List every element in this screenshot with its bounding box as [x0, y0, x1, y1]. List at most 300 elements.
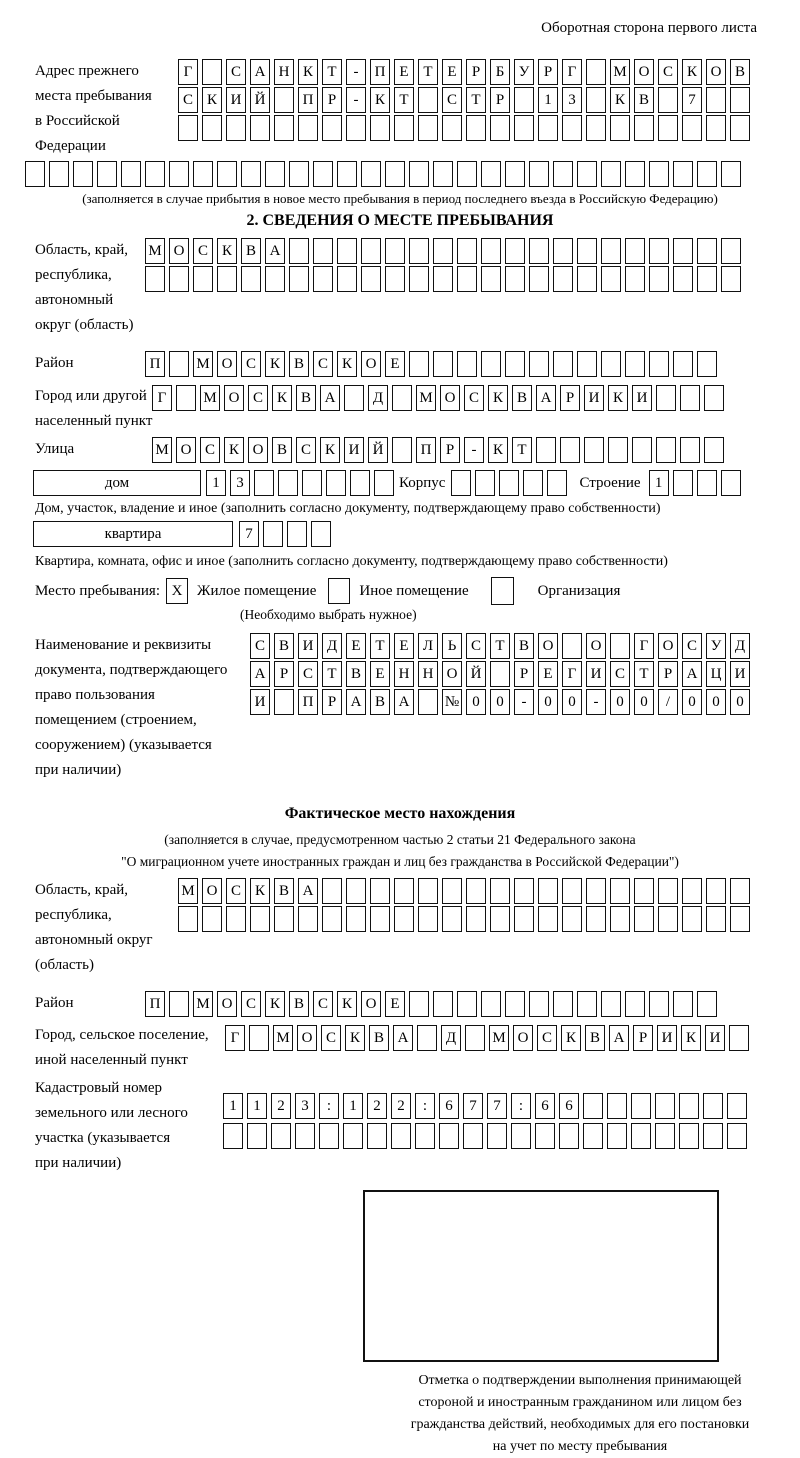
char-box: 6	[439, 1093, 459, 1119]
char-box	[721, 161, 741, 187]
document-row-2	[250, 661, 750, 687]
char-box	[529, 351, 549, 377]
char-box: 0	[706, 689, 726, 715]
char-box: М	[273, 1025, 293, 1051]
label-line: автономный	[35, 292, 114, 308]
char-box: С	[248, 385, 268, 411]
char-box: К	[561, 1025, 581, 1051]
char-box	[442, 906, 462, 932]
char-box	[169, 266, 189, 292]
char-box	[394, 906, 414, 932]
char-box: 6	[559, 1093, 579, 1119]
korpus-row	[451, 470, 567, 496]
char-box	[176, 385, 196, 411]
kadastr-grid	[223, 1076, 747, 1151]
char-box	[673, 470, 693, 496]
char-box	[418, 115, 438, 141]
char-box: Б	[490, 59, 510, 85]
char-box: С	[321, 1025, 341, 1051]
char-box	[562, 906, 582, 932]
char-box	[601, 351, 621, 377]
char-box	[553, 238, 573, 264]
char-box	[529, 991, 549, 1017]
char-box	[418, 906, 438, 932]
char-box	[706, 878, 726, 904]
char-box	[706, 87, 726, 113]
char-box: Н	[394, 661, 414, 687]
char-box	[319, 1123, 339, 1149]
char-box	[529, 238, 549, 264]
mesto-block	[35, 577, 765, 605]
char-box	[729, 1025, 749, 1051]
char-box: С	[298, 661, 318, 687]
char-box	[706, 115, 726, 141]
s2-ulitsa-label: Улица	[35, 441, 75, 457]
char-box: В	[296, 385, 316, 411]
char-box	[577, 266, 597, 292]
char-box: С	[241, 991, 261, 1017]
char-box	[608, 437, 628, 463]
char-box	[514, 87, 534, 113]
inoe-label: Иное помещение	[359, 583, 469, 599]
char-box: 1	[538, 87, 558, 113]
char-box	[529, 161, 549, 187]
char-box	[679, 1123, 699, 1149]
char-box: М	[193, 991, 213, 1017]
char-box	[529, 266, 549, 292]
char-box	[610, 115, 630, 141]
char-box	[442, 878, 462, 904]
char-box: -	[586, 689, 606, 715]
char-box	[322, 115, 342, 141]
char-box	[457, 991, 477, 1017]
char-box: 7	[487, 1093, 507, 1119]
char-box: М	[610, 59, 630, 85]
char-box: Т	[512, 437, 532, 463]
char-box	[394, 115, 414, 141]
char-box	[499, 470, 519, 496]
char-box: С	[178, 87, 198, 113]
char-box: Т	[418, 59, 438, 85]
prev-address-grid	[178, 59, 750, 143]
char-box	[514, 878, 534, 904]
char-box	[490, 878, 510, 904]
char-box: П	[145, 991, 165, 1017]
char-box	[490, 115, 510, 141]
char-box	[481, 351, 501, 377]
char-box	[346, 906, 366, 932]
label-line: республика,	[35, 267, 112, 283]
char-box: Р	[440, 437, 460, 463]
char-box	[481, 238, 501, 264]
char-box	[625, 161, 645, 187]
s2-oblast-row-2	[145, 266, 741, 292]
char-box	[610, 906, 630, 932]
char-box	[97, 161, 117, 187]
char-box	[649, 991, 669, 1017]
char-box	[289, 238, 309, 264]
char-box	[730, 906, 750, 932]
char-box	[178, 906, 198, 932]
char-box: К	[610, 87, 630, 113]
char-box	[392, 437, 412, 463]
document-row-3	[250, 689, 750, 715]
char-box	[350, 470, 370, 496]
char-box	[730, 115, 750, 141]
char-box	[658, 115, 678, 141]
char-box	[658, 906, 678, 932]
char-box: М	[489, 1025, 509, 1051]
char-box	[625, 991, 645, 1017]
fact-raion-block	[35, 991, 765, 1019]
char-box	[226, 115, 246, 141]
char-box	[302, 470, 322, 496]
fact-title: Фактическое место нахождения	[284, 805, 516, 822]
char-box: Г	[178, 59, 198, 85]
char-box: 0	[538, 689, 558, 715]
char-box	[490, 661, 510, 687]
char-box: С	[442, 87, 462, 113]
char-box	[649, 351, 669, 377]
char-box: А	[298, 878, 318, 904]
char-box	[442, 115, 462, 141]
char-box	[514, 906, 534, 932]
char-box	[418, 689, 438, 715]
char-box: М	[145, 238, 165, 264]
char-box	[457, 161, 477, 187]
char-box	[343, 1123, 363, 1149]
char-box	[226, 906, 246, 932]
char-box	[274, 689, 294, 715]
char-box: Д	[368, 385, 388, 411]
stroenie-label: Строение	[579, 475, 641, 491]
char-box	[217, 266, 237, 292]
char-box: Р	[466, 59, 486, 85]
label-line: при наличии)	[35, 762, 122, 778]
char-box	[536, 437, 556, 463]
label-line: стороной и иностранным гражданином или лицом без	[418, 1395, 742, 1410]
label-line: Федерации	[35, 138, 106, 154]
char-box	[697, 266, 717, 292]
char-box: Е	[394, 633, 414, 659]
char-box	[263, 521, 283, 547]
char-box	[49, 161, 69, 187]
char-box: Т	[490, 633, 510, 659]
char-box	[632, 437, 652, 463]
char-box	[649, 161, 669, 187]
char-box: 0	[562, 689, 582, 715]
char-box: Г	[634, 633, 654, 659]
char-box	[586, 906, 606, 932]
char-box: В	[272, 437, 292, 463]
stamp-caption	[355, 1370, 800, 1458]
kadastr-block	[35, 1076, 765, 1176]
char-box: С	[313, 351, 333, 377]
char-box: К	[345, 1025, 365, 1051]
char-box: И	[226, 87, 246, 113]
char-box	[553, 266, 573, 292]
s2-ulitsa-block	[35, 437, 765, 465]
char-box: Е	[370, 661, 390, 687]
char-box	[538, 115, 558, 141]
char-box: Р	[633, 1025, 653, 1051]
char-box: О	[586, 633, 606, 659]
char-box: О	[202, 878, 222, 904]
kvartira-note: Квартира, комната, офис и иное (заполнить согласно документу, подтверждающему право собственности)	[35, 554, 668, 569]
char-box	[145, 161, 165, 187]
fact-raion-label: Район	[35, 995, 74, 1011]
char-box	[433, 238, 453, 264]
char-box	[457, 238, 477, 264]
kadastr-row-2	[223, 1123, 747, 1149]
fact-gorod-block	[35, 1023, 765, 1073]
char-box	[361, 161, 381, 187]
char-box: 0	[610, 689, 630, 715]
char-box: М	[152, 437, 172, 463]
dom-row	[206, 470, 394, 496]
char-box	[697, 238, 717, 264]
char-box	[337, 266, 357, 292]
label-line: Область, край,	[35, 242, 129, 258]
char-box: 1	[223, 1093, 243, 1119]
char-box: А	[609, 1025, 629, 1051]
char-box	[727, 1093, 747, 1119]
char-box	[607, 1093, 627, 1119]
char-box	[553, 351, 573, 377]
char-box	[250, 115, 270, 141]
label-line: республика,	[35, 907, 112, 923]
char-box: И	[657, 1025, 677, 1051]
char-box	[433, 161, 453, 187]
char-box: К	[337, 351, 357, 377]
char-box	[73, 161, 93, 187]
label-line: помещением (строением,	[35, 712, 197, 728]
char-box	[247, 1123, 267, 1149]
char-box	[658, 878, 678, 904]
char-box	[271, 1123, 291, 1149]
char-box: Т	[322, 59, 342, 85]
char-box: Г	[225, 1025, 245, 1051]
char-box	[241, 161, 261, 187]
char-box: Т	[394, 87, 414, 113]
char-box	[265, 161, 285, 187]
char-box: Ц	[706, 661, 726, 687]
char-box: К	[298, 59, 318, 85]
char-box	[682, 906, 702, 932]
char-box: С	[226, 59, 246, 85]
char-box	[223, 1123, 243, 1149]
char-box: С	[226, 878, 246, 904]
zhiloe-checkbox: X	[166, 578, 188, 604]
char-box: П	[145, 351, 165, 377]
s2-raion-label: Район	[35, 355, 74, 371]
char-box: О	[706, 59, 726, 85]
char-box: И	[298, 633, 318, 659]
char-box	[505, 991, 525, 1017]
char-box	[169, 161, 189, 187]
fact-note-1: (заполняется в случае, предусмотренном частью 2 статьи 21 Федерального закона	[164, 832, 636, 847]
char-box	[361, 238, 381, 264]
char-box	[682, 878, 702, 904]
char-box: К	[265, 991, 285, 1017]
char-box	[514, 115, 534, 141]
char-box	[346, 115, 366, 141]
char-box	[655, 1123, 675, 1149]
char-box	[511, 1123, 531, 1149]
char-box: Г	[562, 661, 582, 687]
char-box	[298, 906, 318, 932]
char-box	[254, 470, 274, 496]
s2-raion-block	[35, 351, 765, 379]
char-box: К	[682, 59, 702, 85]
char-box: 7	[682, 87, 702, 113]
char-box	[169, 351, 189, 377]
char-box: К	[681, 1025, 701, 1051]
char-box: И	[632, 385, 652, 411]
char-box: Е	[385, 351, 405, 377]
label-line: земельного или лесного	[35, 1105, 188, 1121]
char-box: У	[514, 59, 534, 85]
char-box: 0	[466, 689, 486, 715]
char-box: К	[488, 437, 508, 463]
char-box	[697, 351, 717, 377]
char-box: И	[730, 661, 750, 687]
char-box: К	[488, 385, 508, 411]
char-box	[607, 1123, 627, 1149]
char-box	[634, 906, 654, 932]
char-box	[481, 266, 501, 292]
char-box	[586, 115, 606, 141]
char-box	[121, 161, 141, 187]
char-box	[169, 991, 189, 1017]
char-box	[721, 266, 741, 292]
char-box	[394, 878, 414, 904]
char-box	[697, 470, 717, 496]
prev-address-block	[35, 59, 765, 159]
char-box	[249, 1025, 269, 1051]
char-box: Р	[322, 689, 342, 715]
char-box	[704, 385, 724, 411]
char-box	[463, 1123, 483, 1149]
char-box	[202, 59, 222, 85]
char-box: 1	[343, 1093, 363, 1119]
char-box: Е	[346, 633, 366, 659]
char-box	[418, 87, 438, 113]
char-box	[409, 266, 429, 292]
char-box: М	[178, 878, 198, 904]
char-box	[601, 991, 621, 1017]
char-box	[610, 633, 630, 659]
char-box	[562, 115, 582, 141]
label-line: Наименование и реквизиты	[35, 637, 212, 653]
char-box	[274, 115, 294, 141]
char-box	[466, 906, 486, 932]
char-box	[481, 161, 501, 187]
char-box: С	[464, 385, 484, 411]
char-box: Л	[418, 633, 438, 659]
char-box	[417, 1025, 437, 1051]
char-box	[538, 906, 558, 932]
char-box: 0	[634, 689, 654, 715]
char-box	[730, 878, 750, 904]
char-box: В	[241, 238, 261, 264]
char-box	[202, 115, 222, 141]
char-box	[313, 266, 333, 292]
char-box	[311, 521, 331, 547]
char-box: Д	[730, 633, 750, 659]
char-box	[601, 266, 621, 292]
label-line: автономный округ	[35, 932, 153, 948]
char-box: :	[319, 1093, 339, 1119]
char-box: С	[682, 633, 702, 659]
char-box	[680, 437, 700, 463]
char-box: О	[513, 1025, 533, 1051]
char-box: А	[682, 661, 702, 687]
char-box: С	[200, 437, 220, 463]
char-box	[658, 87, 678, 113]
char-box	[457, 351, 477, 377]
dom-widebox: дом	[33, 470, 201, 496]
char-box: А	[346, 689, 366, 715]
char-box: К	[250, 878, 270, 904]
char-box	[656, 385, 676, 411]
char-box	[370, 878, 390, 904]
label-line: Кадастровый номер	[35, 1080, 162, 1096]
char-box: А	[393, 1025, 413, 1051]
char-box: И	[250, 689, 270, 715]
label-line: на учет по месту пребывания	[492, 1439, 668, 1454]
label-line: места пребывания	[35, 88, 152, 104]
fact-oblast-row-1	[178, 878, 750, 904]
prev-address-note: (заполняется в случае прибытия в новое место пребывания в период последнего въезда в Российскую Федерацию)	[82, 191, 718, 206]
char-box	[706, 906, 726, 932]
char-box	[217, 161, 237, 187]
prev-address-row-1	[178, 59, 750, 85]
char-box: В	[369, 1025, 389, 1051]
char-box: 2	[391, 1093, 411, 1119]
char-box: 3	[230, 470, 250, 496]
label-line: документа, подтверждающего	[35, 662, 228, 678]
char-box: М	[200, 385, 220, 411]
fact-gorod-row	[225, 1025, 749, 1051]
char-box	[583, 1123, 603, 1149]
char-box: Р	[274, 661, 294, 687]
stamp-area	[363, 1190, 719, 1362]
char-box	[326, 470, 346, 496]
char-box	[409, 351, 429, 377]
char-box	[586, 59, 606, 85]
char-box	[344, 385, 364, 411]
char-box: О	[361, 351, 381, 377]
char-box: Ь	[442, 633, 462, 659]
label-line: право пользования	[35, 687, 155, 703]
char-box: Р	[560, 385, 580, 411]
char-box	[178, 115, 198, 141]
char-box	[547, 470, 567, 496]
char-box	[370, 115, 390, 141]
char-box: Д	[322, 633, 342, 659]
char-box	[553, 161, 573, 187]
char-box: О	[658, 633, 678, 659]
char-box: 1	[206, 470, 226, 496]
char-box: Т	[370, 633, 390, 659]
char-box: 7	[239, 521, 259, 547]
char-box: П	[370, 59, 390, 85]
char-box: В	[274, 633, 294, 659]
char-box: Г	[562, 59, 582, 85]
char-box	[523, 470, 543, 496]
char-box: К	[265, 351, 285, 377]
